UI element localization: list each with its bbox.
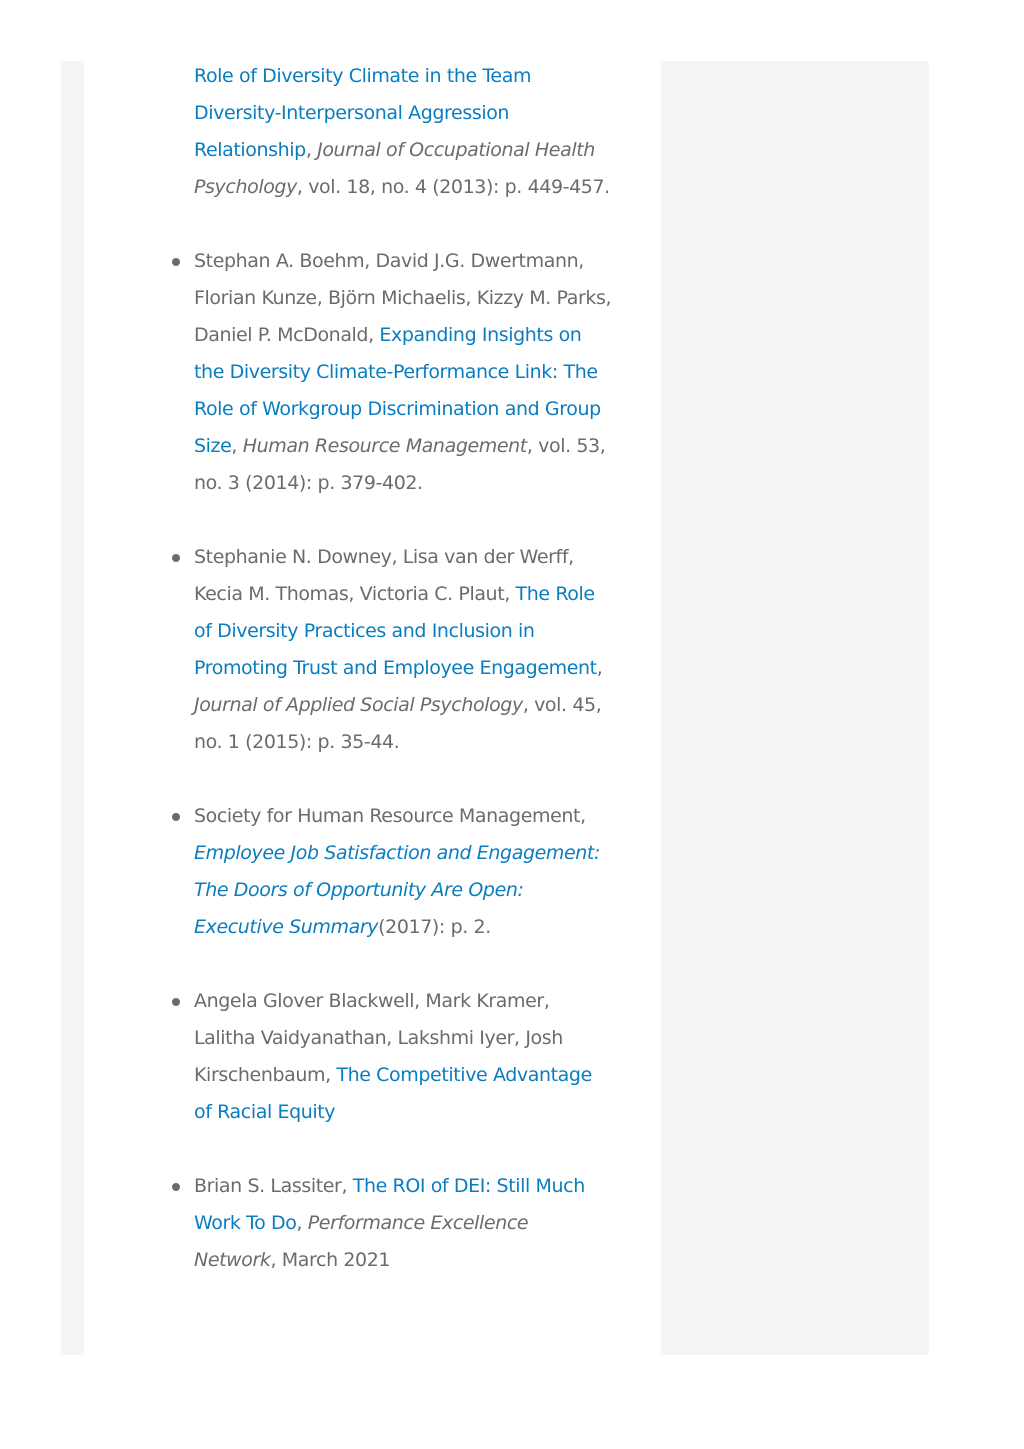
reference-item — [194, 1168, 614, 1279]
reference-separator: , — [231, 435, 243, 457]
reference-link[interactable]: The Role of Diversity Practices and Inclusion in Promoting Trust and Employee Engagement — [194, 583, 597, 679]
reference-journal: Journal of Applied Social Psychology — [194, 694, 523, 716]
reference-authors: Stephanie N. Downey, Lisa van der Werff, Kecia M. Thomas, Victoria C. Plaut, — [194, 546, 574, 605]
reference-link[interactable]: Role of Diversity Climate in the Team Diversity-Interpersonal Aggression Relationship — [194, 65, 532, 161]
reference-details: (2017): p. 2. — [378, 916, 491, 938]
reference-separator: , — [305, 139, 318, 161]
reference-details: , March 2021 — [270, 1249, 391, 1271]
reference-link[interactable]: The Competitive Advantage of Racial Equity — [194, 1064, 592, 1123]
reference-journal: Human Resource Management — [242, 435, 527, 457]
reference-details: , vol. 45, no. 1 (2015): p. 35-44. — [194, 694, 602, 753]
reference-link[interactable]: Expanding Insights on the Diversity Climate-Performance Link: The Role of Workgroup Discrimination and Group Size — [194, 324, 601, 457]
reference-journal: Performance Excellence Network — [194, 1212, 529, 1271]
reference-item — [194, 539, 614, 761]
reference-item — [194, 243, 614, 502]
reference-item — [194, 983, 614, 1131]
reference-separator: , — [296, 1212, 308, 1234]
reference-authors: Society for Human Resource Management, — [194, 805, 586, 827]
reference-details: , vol. 53, no. 3 (2014): p. 379-402. — [194, 435, 606, 494]
reference-authors: Angela Glover Blackwell, Mark Kramer, Lalitha Vaidyanathan, Lakshmi Iyer, Josh Kirschenbaum, — [194, 990, 563, 1086]
bullet-icon — [172, 998, 180, 1006]
reference-authors: Stephan A. Boehm, David J.G. Dwertmann, Florian Kunze, Björn Michaelis, Kizzy M. Parks, Daniel P. McDonald, — [194, 250, 612, 346]
reference-item — [194, 58, 614, 206]
right-sidebar-panel — [661, 61, 929, 1355]
reference-link[interactable]: Employee Job Satisfaction and Engagement: The Doors of Opportunity Are Open: Executive Summary — [194, 842, 600, 938]
reference-details: , vol. 18, no. 4 (2013): p. 449-457. — [296, 176, 610, 198]
left-margin-bar — [61, 61, 84, 1355]
bullet-icon — [172, 258, 180, 266]
reference-journal: Journal of Occupational Health Psychology — [194, 139, 595, 198]
reference-authors: Brian S. Lassiter, — [194, 1175, 353, 1197]
references-list — [194, 58, 614, 1316]
reference-item — [194, 798, 614, 946]
reference-separator: , — [596, 657, 603, 679]
bullet-icon — [172, 1183, 180, 1191]
reference-link[interactable]: The ROI of DEI: Still Much Work To Do — [194, 1175, 585, 1234]
bullet-icon — [172, 813, 180, 821]
bullet-icon — [172, 554, 180, 562]
